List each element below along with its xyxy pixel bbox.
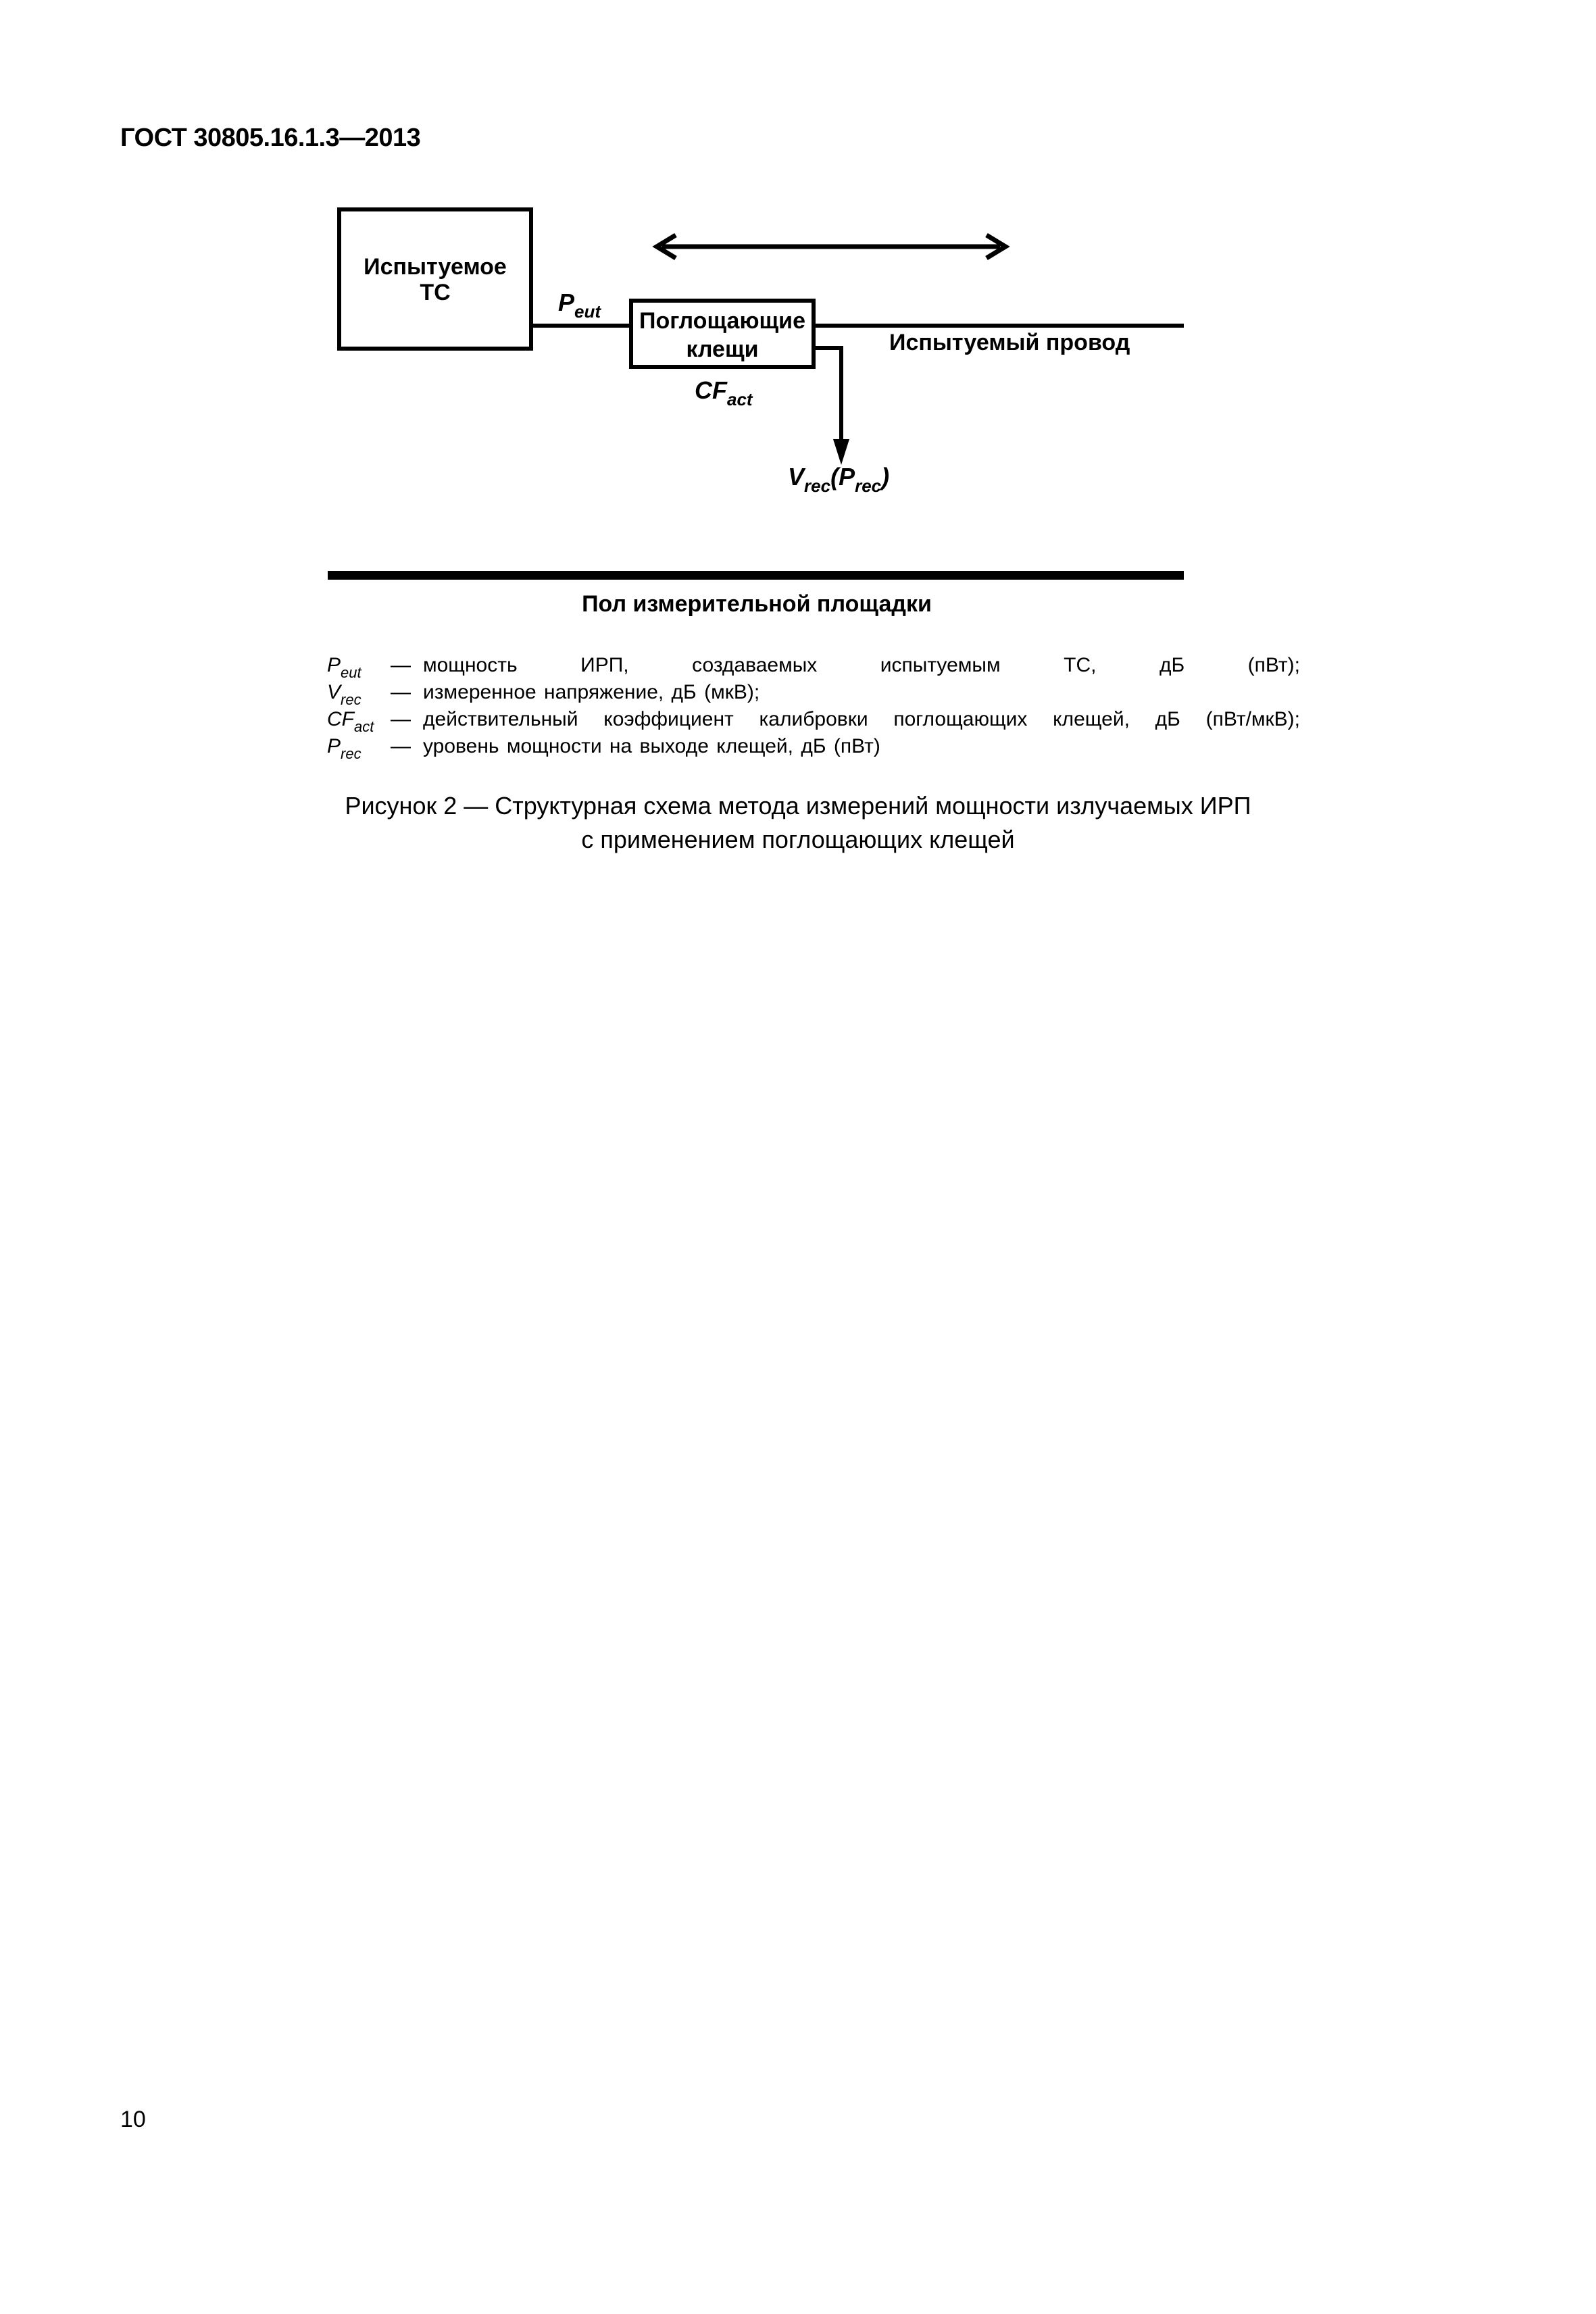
legend-description: действительный коэффициент калибровки поглощающих клещей, дБ (пВт/мкВ); <box>423 708 1300 730</box>
figure-caption <box>203 789 1393 857</box>
ground-plane-label: Пол измерительной площадки <box>582 591 932 617</box>
legend-row <box>327 679 1300 706</box>
legend-row <box>327 706 1300 733</box>
legend-row <box>327 652 1300 679</box>
legend-description: мощность ИРП, создаваемых испытуемым ТС, дБ (пВт); <box>423 654 1300 676</box>
legend-row <box>327 733 1300 760</box>
clamp-output-lead <box>814 348 849 465</box>
legend-dash: — <box>391 735 411 757</box>
legend-dash: — <box>391 708 411 730</box>
legend-symbol: $CF_{act}$ <box>327 708 374 735</box>
p-eut-label: Peut <box>558 288 601 322</box>
wire-under-test-label: Испытуемый провод <box>889 330 1130 355</box>
legend-description: измеренное напряжение, дБ (мкВ); <box>423 681 760 703</box>
movement-arrow <box>657 235 1005 258</box>
clamp-box-label-line1: Поглощающие <box>639 308 805 334</box>
document-header: ГОСТ 30805.16.1.3—2013 <box>120 124 421 152</box>
legend-dash: — <box>391 681 411 703</box>
legend-dash: — <box>391 654 411 676</box>
figure-caption-line1: Рисунок 2 — Структурная схема метода измерений мощности излучаемых ИРП <box>345 792 1251 820</box>
symbol-legend <box>327 652 1300 760</box>
legend-symbol: $P_{rec}$ <box>327 735 361 762</box>
v-rec-p-rec-label: Vrec(Prec) <box>788 463 890 496</box>
cf-act-label: CFact <box>695 376 753 409</box>
figure-caption-line2: с применением поглощающих клещей <box>581 826 1015 853</box>
eut-box-label-line2: ТС <box>420 280 451 305</box>
legend-symbol: $V_{rec}$ <box>327 681 361 708</box>
measurement-diagram <box>0 0 1596 676</box>
legend-description: уровень мощности на выходе клещей, дБ (пВт) <box>423 735 880 757</box>
eut-box-label-line1: Испытуемое <box>364 254 507 280</box>
legend-symbol: $P_{eut}$ <box>327 654 361 681</box>
ground-plane-line <box>328 571 1184 580</box>
page-number: 10 <box>120 2107 146 2132</box>
clamp-box-label-line2: клещи <box>686 336 759 362</box>
